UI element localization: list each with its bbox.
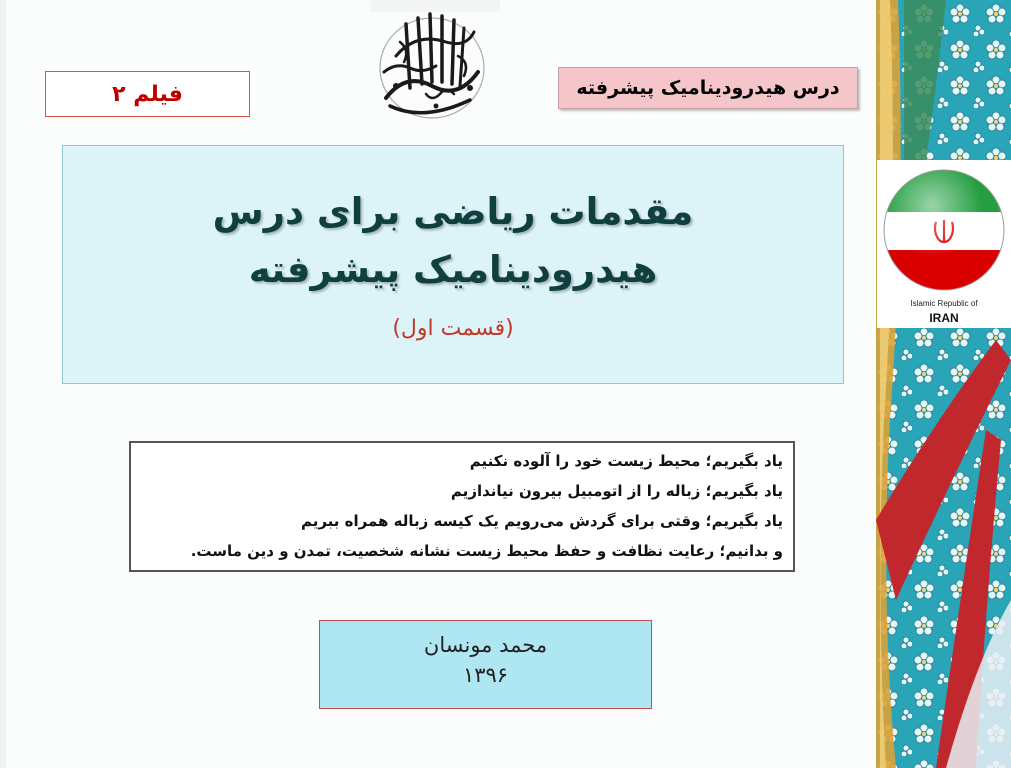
title-box — [62, 145, 844, 384]
page-title-line-2: هیدرودینامیک پیشرفته — [248, 248, 658, 291]
message-line: و بدانیم؛ رعایت نظافت و حفظ محیط زیست نشانه شخصیت، تمدن و دین ماست. — [190, 542, 783, 560]
floral-pattern-icon — [876, 0, 1011, 768]
film-number-label — [45, 71, 250, 117]
course-title-text: درس هیدرودینامیک پیشرفته — [576, 77, 840, 99]
film-number-text: فیلم ۲ — [112, 81, 183, 107]
flag-caption: Islamic Republic of — [910, 299, 978, 308]
message-line: یاد بگیریم؛ زباله را از اتومبیل بیرون نیاندازیم — [450, 482, 783, 500]
slide-edge — [0, 0, 6, 768]
iran-flag-card — [877, 160, 1011, 328]
flag-country: IRAN — [929, 311, 959, 325]
author-year: ۱۳۹۶ — [462, 663, 509, 687]
basmala-calligraphy-icon — [366, 2, 498, 130]
author-name: محمد مونسان — [423, 633, 548, 657]
iran-flag-icon — [877, 160, 1011, 298]
environment-message-box — [129, 441, 795, 572]
decorative-side-panel — [876, 0, 1011, 768]
author-box — [319, 620, 652, 709]
course-title-label — [558, 67, 858, 109]
page-subtitle: (قسمت اول) — [392, 316, 514, 341]
message-line: یاد بگیریم؛ وقتی برای گردش می‌رویم یک کیسه زباله همراه ببریم — [300, 512, 783, 530]
message-line: یاد بگیریم؛ محیط زیست خود را آلوده نکنیم — [469, 452, 783, 470]
page-title-line-1: مقدمات ریاضی برای درس — [212, 190, 694, 233]
